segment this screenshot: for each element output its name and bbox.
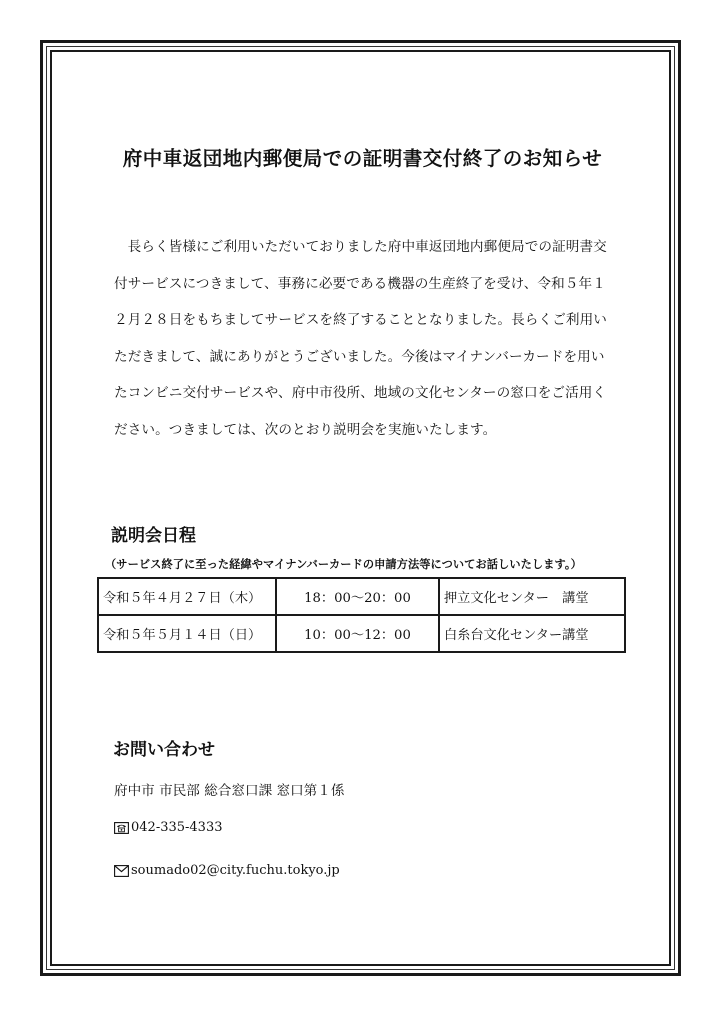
notice-title: 府中車返団地内郵便局での証明書交付終了のお知らせ — [122, 147, 603, 170]
session-date: 令和５年４月２７日（木） — [98, 578, 276, 615]
schedule-row — [98, 578, 625, 615]
session-time: 18：00～20：00 — [276, 578, 439, 615]
schedule-heading: 説明会日程 — [111, 526, 196, 546]
contact-heading: お問い合わせ — [113, 740, 215, 760]
schedule-table — [97, 577, 626, 653]
session-date: 令和５年５月１４日（日） — [98, 615, 276, 652]
session-time: 10：00～12：00 — [276, 615, 439, 652]
contact-phone — [114, 820, 223, 835]
notice-body: 長らく皆様にご利用いただいておりました府中車返団地内郵便局での証明書交付サービスにつきまして、事務に必要である機器の生産終了を受け、令和５年１２月２８日をもちましてサービスを終了することとなりました。長らくご利用いただきまして、誠にありがとうございました。今後はマイナンバーカードを用いたコンビニ交付サービスや、府中市役所、地域の文化センターの窓口をご活用ください。つきましては、次のとおり説明会を実施いたします。 — [114, 239, 607, 438]
envelope-icon — [114, 865, 129, 877]
phone-icon — [114, 822, 129, 834]
schedule-row — [98, 615, 625, 652]
session-venue: 白糸台文化センター講堂 — [439, 615, 625, 652]
schedule-note: （サービス終了に至った経緯やマイナンバーカードの申請方法等についてお話しいたします。） — [105, 557, 582, 571]
session-venue: 押立文化センター 講堂 — [439, 578, 625, 615]
phone-number: 042-335-4333 — [131, 820, 223, 835]
contact-email — [114, 863, 340, 878]
contact-department: 府中市 市民部 総合窓口課 窓口第１係 — [114, 783, 345, 799]
email-address: soumado02@city.fuchu.tokyo.jp — [131, 863, 340, 878]
